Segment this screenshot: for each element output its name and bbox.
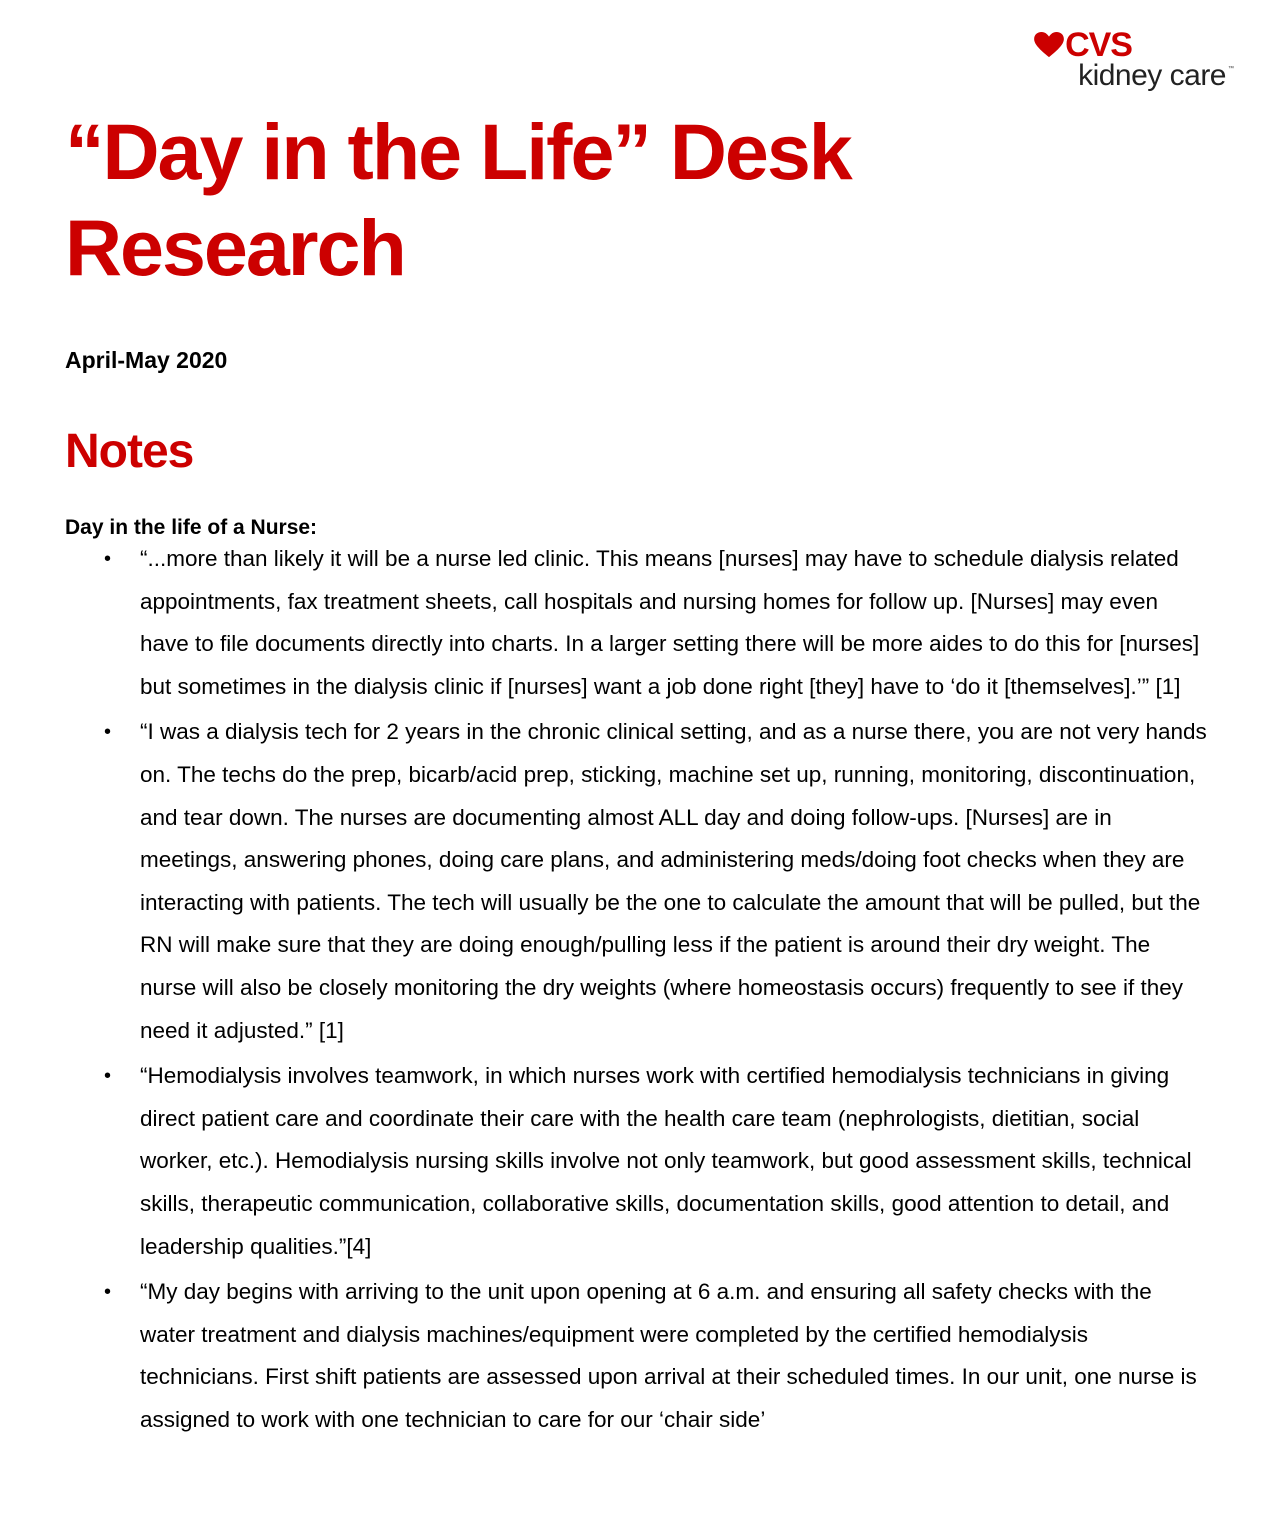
logo-subtitle: kidney care — [1078, 59, 1226, 92]
list-item-text: “Hemodialysis involves teamwork, in which nurses work with certified hemodialysis technicians in giving direct patient care and coordinate their care with the health care team (nephrologists, dietitian, social worker, etc.). Hemodialysis nursing skills involve not only teamwork, but good assessment skills, technical skills, therapeutic communication, collaborative skills, documentation skills, good attention to detail, and leadership qualities.”[4] — [140, 1063, 1192, 1259]
notes-heading: Notes — [65, 425, 194, 478]
logo-brand: CVS — [1065, 26, 1132, 64]
logo-trademark: ™ — [1228, 66, 1234, 72]
date-range: April-May 2020 — [65, 347, 228, 373]
section-label: Day in the life of a Nurse: — [65, 516, 318, 539]
bullet-marker: • — [104, 721, 112, 744]
page-title-line-1: “Day in the Life” Desk — [65, 107, 851, 196]
list-item-text: “My day begins with arriving to the unit upon opening at 6 a.m. and ensuring all safety checks with the water treatment and dialysis machines/equipment were completed by the certified hemodialysis technicians. First shift patients are assessed upon arrival at their scheduled times. In our unit, one nurse is assigned to work with one technician to care for our ‘chair side’ — [140, 1279, 1197, 1432]
bullet-marker: • — [104, 1281, 112, 1304]
list-item — [0, 538, 1270, 708]
logo-top-row — [1034, 28, 1132, 62]
list-item — [0, 1055, 1270, 1268]
list-item-text: “...more than likely it will be a nurse led clinic. This means [nurses] may have to schedule dialysis related appointments, fax treatment sheets, call hospitals and nursing homes for follow up. [Nurses] may even have to file documents directly into charts. In a larger setting there will be more aides to do this for [nurses] but sometimes in the dialysis clinic if [nurses] want a job done right [they] have to ‘do it [themselves].’” [1] — [140, 546, 1200, 699]
bullet-marker: • — [104, 548, 112, 570]
heart-icon — [1034, 32, 1064, 58]
bullet-marker: • — [104, 1065, 112, 1088]
list-item-text: “I was a dialysis tech for 2 years in the chronic clinical setting, and as a nurse there, you are not very hands on. The techs do the prep, bicarb/acid prep, sticking, machine set up, running, monitoring, discontinuation, and tear down. The nurses are documenting almost ALL day and doing follow-ups. [Nurses] are in meetings, answering phones, doing care plans, and administering meds/doing foot checks when they are interacting with patients. The tech will usually be the one to calculate the amount that will be pulled, but the RN will make sure that they are doing enough/pulling less if the patient is around their dry weight. The nurse will also be closely monitoring the dry weights (where homeostasis occurs) frequently to see if they need it adjusted.” [1] — [140, 719, 1207, 1043]
cvs-kidney-care-logo — [1032, 24, 1232, 104]
page-title — [65, 104, 1065, 296]
notes-bullet-list — [0, 538, 1270, 1441]
list-item — [0, 711, 1270, 1052]
list-item — [0, 1271, 1270, 1441]
page-title-line-2: Research — [65, 203, 405, 292]
